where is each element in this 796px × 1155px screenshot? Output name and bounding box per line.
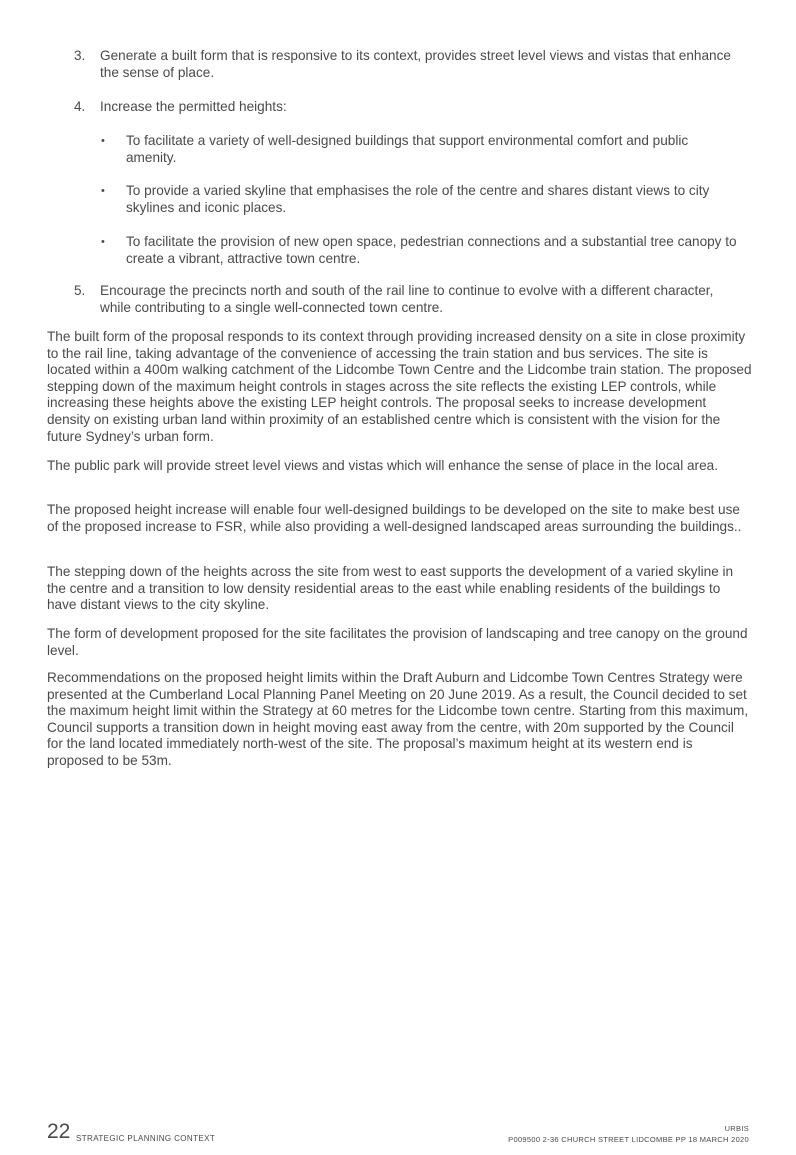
body-paragraph: The proposed height increase will enable four well-designed buildings to be developed on the site to make best use of the proposed increase to FSR, while also providing a well-designed landscaped areas surrounding the buildings.. bbox=[47, 502, 742, 534]
bullet-text: To facilitate the provision of new open space, pedestrian connections and a substantial tree canopy to create a vibrant, attractive town centre. bbox=[126, 234, 737, 266]
body-paragraph: The public park will provide street level views and vistas which will enhance the sense of place in the local area. bbox=[47, 458, 718, 473]
list-number: 4. bbox=[74, 99, 86, 114]
list-number: 5. bbox=[74, 283, 86, 298]
body-paragraph: The built form of the proposal responds to its context through providing increased density on a site in close proximity to the rail line, taking advantage of the convenience of accessing the train station and bus services. The site is located within a 400m walking catchment of the Lidcombe Town Centre and the Lidcombe train station. The proposed stepping down of the maximum height controls in stages across the site reflects the existing LEP controls, while increasing these heights above the existing LEP height controls. The proposal seeks to increase development density on existing urban land within proximity of an established centre which is consistent with the vision for the future Sydney’s urban form. bbox=[47, 329, 752, 444]
section-title: STRATEGIC PLANNING CONTEXT bbox=[76, 1134, 216, 1143]
list-item-text: Encourage the precincts north and south of the rail line to continue to evolve with a different character, while contributing to a single well-connected town centre. bbox=[100, 283, 714, 315]
bullet-marker: • bbox=[101, 185, 105, 197]
bullet-text: To provide a varied skyline that emphasises the role of the centre and shares distant views to city skylines and iconic places. bbox=[126, 183, 710, 215]
list-item-text: Generate a built form that is responsive to its context, provides street level views and vistas that enhance the sense of place. bbox=[100, 48, 731, 80]
company-name: URBIS bbox=[724, 1124, 749, 1133]
body-paragraph: The form of development proposed for the site facilitates the provision of landscaping and tree canopy on the ground level. bbox=[47, 626, 748, 658]
page-number: 22 bbox=[47, 1120, 71, 1143]
list-number: 3. bbox=[74, 48, 86, 63]
body-paragraph: Recommendations on the proposed height limits within the Draft Auburn and Lidcombe Town Centres Strategy were presented at the Cumberland Local Planning Panel Meeting on 20 June 2019. As a result, the Council decided to set the maximum height limit within the Strategy at 60 metres for the Lidcombe town centre. Starting from this maximum, Council supports a transition down in height moving east away from the centre, with 20m supported by the Council for the land located immediately north-west of the site. The proposal’s maximum height at its western end is proposed to be 53m. bbox=[47, 670, 749, 768]
footer-reference-block bbox=[508, 1123, 749, 1145]
bullet-marker: • bbox=[101, 135, 105, 147]
list-item-text: Increase the permitted heights: bbox=[100, 99, 287, 114]
document-reference: P009500 2-36 CHURCH STREET LIDCOMBE PP 18 MARCH 2020 bbox=[508, 1135, 749, 1144]
bullet-marker: • bbox=[101, 236, 105, 248]
bullet-text: To facilitate a variety of well-designed buildings that support environmental comfort and public amenity. bbox=[126, 133, 689, 165]
body-paragraph: The stepping down of the heights across the site from west to east supports the development of a varied skyline in the centre and a transition to low density residential areas to the east while enabling residents of the buildings to have distant views to the city skyline. bbox=[47, 564, 734, 613]
